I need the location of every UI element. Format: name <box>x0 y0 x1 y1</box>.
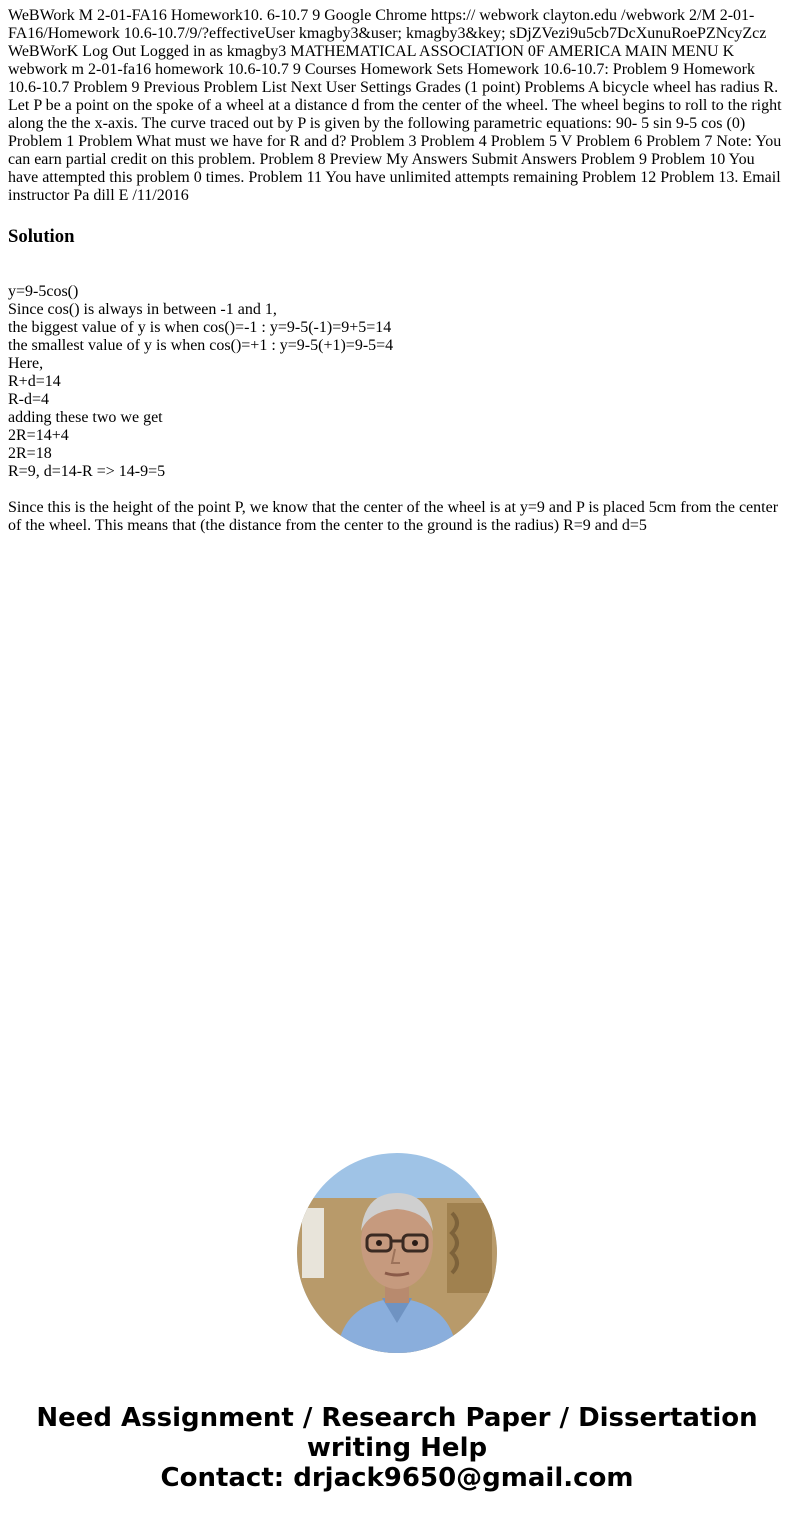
solution-line <box>8 481 786 499</box>
solution-heading: Solution <box>8 226 75 247</box>
solution-line: adding these two we get <box>8 409 163 426</box>
promo-banner <box>0 1403 794 1493</box>
solution-line: 2R=18 <box>8 445 52 462</box>
solution-line: the biggest value of y is when cos()=-1 : y=9-5(-1)=9+5=14 <box>8 319 392 336</box>
solution-line: 2R=14+4 <box>8 427 69 444</box>
author-avatar <box>297 1153 497 1353</box>
solution-line: y=9-5cos() <box>8 283 79 300</box>
promo-line: Need Assignment / Research Paper / Dissertation writing Help <box>36 1403 758 1463</box>
solution-line: the smallest value of y is when cos()=+1 : y=9-5(+1)=9-5=4 <box>8 337 394 354</box>
solution-line: R+d=14 <box>8 373 61 390</box>
promo-contact: Contact: drjack9650@gmail.com <box>160 1463 634 1493</box>
solution-line: Since cos() is always in between -1 and 1, <box>8 301 277 318</box>
solution-line: Here, <box>8 355 44 372</box>
solution-line: R=9, d=14-R => 14-9=5 <box>8 463 166 480</box>
question-text: WeBWork M 2-01-FA16 Homework10. 6-10.7 9 Google Chrome https:// webwork clayton.edu /webwork 2/M 2-01-FA16/Homework 10.6-10.7/9/?effectiveUser kmagby3&user; kmagby3&key; sDjZVezi9u5cb7DcXunuRoePZNcyZcz WeBWorK Log Out Logged in as kmagby3 MATHEMATICAL ASSOCIATION 0F AMERICA MAIN MENU K webwork m 2-01-fa16 homework 10.6-10.7 9 Courses Homework Sets Homework 10.6-10.7: Problem 9 Homework 10.6-10.7 Problem 9 Previous Problem List Next User Settings Grades (1 point) Problems A bicycle wheel has radius R. Let P be a point on the spoke of a wheel at a distance d from the center of the wheel. The wheel begins to roll to the right along the the x-axis. The curve traced out by P is given by the following parametric equations: 90- 5 sin 9-5 cos (0) Problem 1 Problem What must we have for R and d? Problem 3 Problem 4 Problem 5 V Problem 6 Problem 7 Note: You can earn partial credit on this problem. Problem 8 Preview My Answers Submit Answers Problem 9 Problem 10 You have attempted this problem 0 times. Problem 11 You have unlimited attempts remaining Problem 12 Problem 13. Email instructor Pa dill E /11/2016 <box>8 7 782 204</box>
solution-conclusion: Since this is the height of the point P, we know that the center of the wheel is at y=9 and P is placed 5cm from the center of the wheel. This means that (the distance from the center to the ground is the radius) R=9 and d=5 <box>8 499 783 534</box>
solution-line: R-d=4 <box>8 391 50 408</box>
solution-body <box>8 283 786 535</box>
author-portrait-image <box>297 1153 497 1353</box>
